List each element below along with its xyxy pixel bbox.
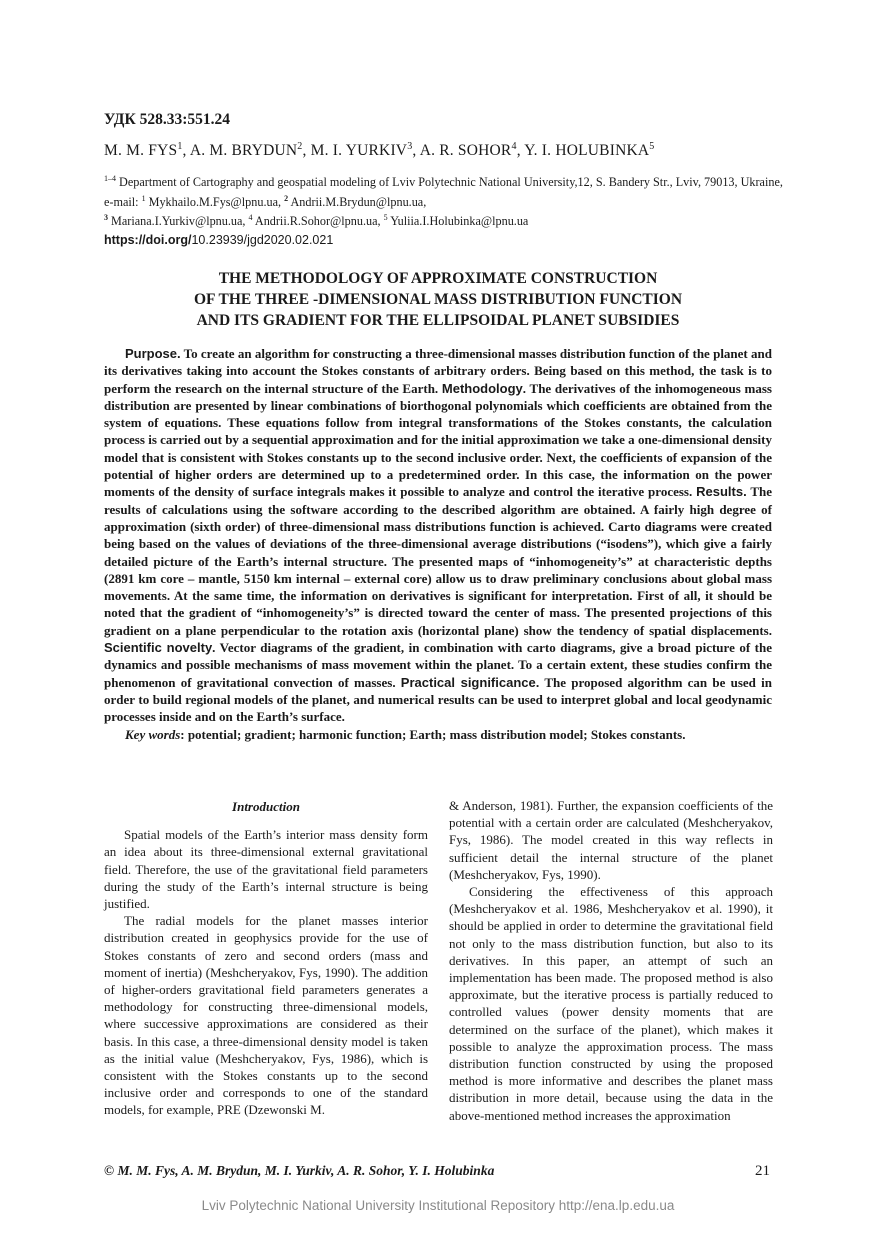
left-column: [104, 797, 428, 1119]
paragraph: Spatial models of the Earth’s interior mass density form an idea about its three-dimensional external gravitational field. Therefore, the use of the gravitational field parameters during the study of the Earth’s internal structure is being justified.: [104, 827, 428, 912]
abstract: [104, 345, 772, 743]
section-heading: Introduction: [232, 799, 300, 814]
author-sup: 3: [407, 141, 413, 152]
page-number: 21: [755, 1163, 770, 1179]
author-name: M. I. YURKIV: [310, 142, 408, 160]
repository-watermark[interactable]: Lviv Polytechnic National University Institutional Repository http://ena.lp.edu.ua: [201, 1198, 675, 1213]
copyright-line: © M. M. Fys, A. M. Brydun, M. I. Yurkiv, A. R. Sohor, Y. I. Holubinka: [104, 1163, 495, 1178]
keywords-label: Key words: [125, 726, 181, 742]
results-label: Results.: [696, 484, 747, 500]
doi-link[interactable]: https://doi.org/10.23939/jgd2020.02.021: [104, 233, 334, 247]
author-sup: 1: [177, 141, 183, 152]
author-name: A. R. SOHOR: [419, 142, 512, 160]
paragraph: Considering the effectiveness of this approach (Meshcheryakov et al. 1986, Meshcheryakov et al. 1990), it should be applied in order to determine the gravitational field not only to the mass distribution function, but also to its derivatives. In this paper, an attempt of such an implementation has been made. The proposed method is also approximate, but the iterative process is partially reduced to controlled values (power density moments that are determined on the surface of the planet), which makes it possible to analyze the approximation process. The mass distribution function constructed by using the proposed method is more informative and describes the planet mass distribution in more detail, because using the data in the above-mentioned method increases the approximation: [449, 884, 773, 1123]
author-sup: 5: [649, 141, 655, 152]
methodology-label: Methodology: [441, 380, 523, 396]
novelty-label: Scientific novelty: [104, 640, 213, 656]
affiliation: $^{1-4}$ Department of Cartography and geospatial modeling of Lviv Polytechnic National University,12, S. Bandery Str., Lviv, 79013, Ukraine, e-mail: $^1$ Mykhailo.M.Fys@lpnu.ua, $^2$ Andrii.M.Brydun@lpnu.ua, $^3$ Mariana.I.Yurkiv@lpnu.ua, $^4$ Andrii.R.Sohor@lpnu.ua, $^5$ Yuliia.I.Holubinka@lpnu.ua: [104, 174, 783, 229]
email-link[interactable]: Mariana.I.Yurkiv@lpnu.ua,: [108, 214, 249, 229]
udk-code: УДК 528.33:551.24: [104, 111, 230, 128]
paragraph: The radial models for the planet masses interior distribution created in geophysics provide for the use of Stokes constants of zero and second orders (mass and moment of inertia) (Meshcheryakov, Fys, 1990). The addition of higher-orders gravitational field parameters generates a methodology for constructing three-dimensional models, where successive approximations are considered as their basis. In this case, a three-dimensional density model is taken as the initial value (Meshcheryakov, Fys, 1986), which is consistent with the Stokes constants up to the second inclusive order and corresponds to one of the standard models, for example, PRE (Dzewonski M.: [104, 913, 428, 1118]
title-line: THE METHODOLOGY OF APPROXIMATE CONSTRUCTION: [218, 270, 658, 287]
email-link[interactable]: Yuliia.I.Holubinka@lpnu.ua: [387, 214, 529, 229]
email-link[interactable]: Andrii.R.Sohor@lpnu.ua,: [252, 214, 384, 229]
paper-title: [104, 268, 772, 331]
email-link[interactable]: Mykhailo.M.Fys@lpnu.ua,: [145, 194, 285, 209]
author-name: M. M. FYS: [104, 142, 178, 160]
author-sup: 4: [511, 141, 517, 152]
significance-label: Practical significance.: [400, 674, 540, 690]
author-name: A. M. BRYDUN: [189, 142, 298, 160]
author-list: M. M. FYS$^1$, A. M. BRYDUN$^2$, M. I. YURKIV$^3$, A. R. SOHOR$^4$, Y. I. HOLUBINKA$^5$: [104, 141, 655, 160]
purpose-label: Purpose.: [125, 346, 181, 361]
keywords: Key words: potential; gradient; harmonic function; Earth; mass distribution model; Stokes constants.: [125, 726, 686, 742]
right-column: [449, 797, 773, 1124]
paragraph: & Anderson, 1981). Further, the expansion coefficients of the potential with a certain order are calculated (Meshcheryakov, Fys, 1986). The model created in this way reflects in sufficient detail the internal structure of the planet (Meshcheryakov, Fys, 1990).: [449, 798, 773, 882]
title-line: OF THE THREE -DIMENSIONAL MASS DISTRIBUTION FUNCTION: [193, 291, 683, 308]
author-sup: 2: [297, 141, 303, 152]
email-link[interactable]: Andrii.M.Brydun@lpnu.ua,: [288, 194, 427, 209]
author-name: Y. I. HOLUBINKA: [524, 142, 650, 160]
title-line: AND ITS GRADIENT FOR THE ELLIPSOIDAL PLANET SUBSIDIES: [196, 312, 680, 329]
abstract-body: Purpose. To create an algorithm for constructing a three-dimensional masses distribution function of the planet and its derivatives taking into account the Stokes constants of arbitrary orders. Being based on this method, the task is to perform the research on the internal structure of the Earth. Methodology. The derivatives of the inhomogeneous mass distribution are presented by linear combinations of biorthogonal polynomials which coefficients are obtained from the system of equations. These equations follow from integral transformations of the Stokes constants, the calculation process is carried out by a sequential approximation and for the initial approximation we take a one-dimensional density model that is consistent with Stokes constants up to the second inclusive order. Next, the coefficients of expansion of the potential of higher orders are determined up to a predetermined order. In this case, the information on the power moments of the density of surface integrals makes it possible to analyze and control the iterative process. Results. The results of calculations using the software according to the described algorithm are obtained. A fairly high degree of approximation (sixth order) of three-dimensional mass distributions function is achieved. Carto diagrams were created being based on the values of deviations of the three-dimensional average distributions (“isodens”), which give a fairly detailed picture of the Earth’s internal structure. The presented maps of “inhomogeneity’s” at characteristic depths (2891 km core – mantle, 5150 km internal – external core) allow us to draw preliminary conclusions about global mass movements. At the same time, the information on derivatives is significant for interpretation. First of all, it should be noted that the gradient of “inhomogeneity’s” is directed toward the center of mass. The presented projections of this gradient on a plane perpendicular to the rotation axis (horizontal plane) show the tendency of spatial displacements. Scientific novelty. Vector diagrams of the gradient, in combination with carto diagrams, give a broad picture of the dynamics and possible mechanisms of mass movement within the planet. To a certain extent, these studies confirm the phenomenon of gravitational convection of masses. Practical significance. The proposed algorithm can be used in order to build regional models of the planet, and numerical results can be used to interpret global and local geodynamic processes inside and on the Earth’s surface.: [104, 346, 772, 725]
